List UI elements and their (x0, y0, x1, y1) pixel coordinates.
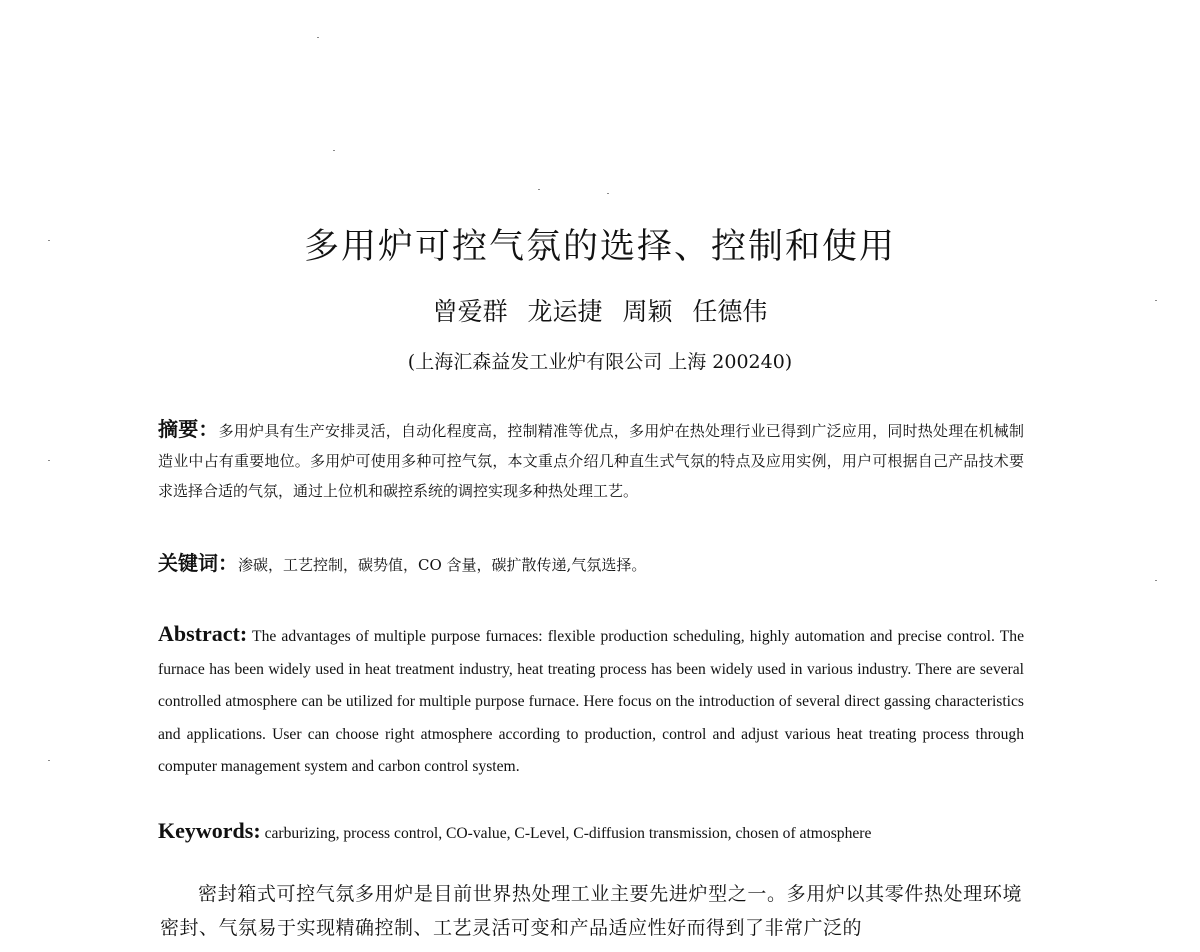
abstract-cn-label: 摘要： (158, 417, 219, 441)
keywords-cn-label: 关键词： (158, 551, 238, 575)
abstract-en-text: The advantages of multiple purpose furnaces: flexible production scheduling, highly automation and precise control. The furnace has been widely used in heat treatment industry, heat treating process has been widely used in various industry. There are several controlled atmosphere can be utilized for multiple purpose furnace. Here focus on the introduction of several direct gassing characteristics and applications. User can choose right atmosphere according to production, control and adjust various heat treating process through computer management system and carbon control system. (158, 628, 1024, 775)
keywords-cn (158, 548, 1024, 580)
scan-speck (538, 189, 540, 190)
scan-speck (1155, 580, 1157, 581)
keywords-en-label: Keywords: (158, 818, 261, 843)
abstract-cn-text: 多用炉具有生产安排灵活，自动化程度高，控制精准等优点，多用炉在热处理行业已得到广泛应用，同时热处理在机械制造业中占有重要地位。多用炉可使用多种可控气氛，本文重点介绍几种直生式气氛的特点及应用实例，用户可根据自己产品技术要求选择合适的气氛，通过上位机和碳控系统的调控实现多种热处理工艺。 (158, 422, 1025, 500)
keywords-en-text: carburizing, process control, CO-value, C-Level, C-diffusion transmission, chosen of atmosphere (264, 825, 872, 842)
keywords-cn-text: 渗碳，工艺控制，碳势值，CO 含量，碳扩散传递,气氛选择。 (238, 556, 647, 574)
scan-speck (48, 460, 50, 461)
scan-speck (333, 150, 335, 151)
paper-title: 多用炉可控气氛的选择、控制和使用 (303, 227, 896, 267)
scan-speck (317, 37, 319, 38)
abstract-en-label: Abstract: (158, 621, 248, 646)
body-paragraph: 密封箱式可控气氛多用炉是目前世界热处理工业主要先进炉型之一。多用炉以其零件热处理环境密封、气氛易于实现精确控制、工艺灵活可变和产品适应性好而得到了非常广泛的 (160, 883, 1022, 939)
author-list: 曾爱群 龙运捷 周颖 任德伟 (432, 297, 768, 326)
abstract-cn (158, 414, 1024, 506)
scan-speck (48, 760, 50, 761)
abstract-en (158, 618, 1024, 784)
author-affiliation: (上海汇森益发工业炉有限公司 上海 200240) (407, 351, 793, 373)
keywords-en (158, 815, 1024, 850)
scan-speck (607, 193, 609, 194)
